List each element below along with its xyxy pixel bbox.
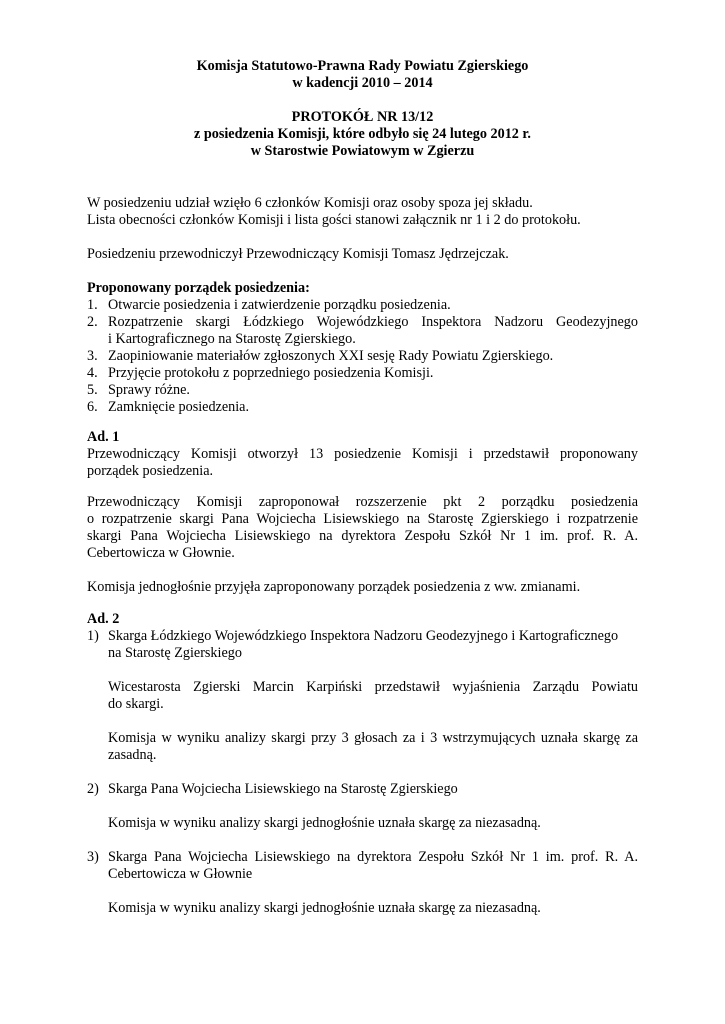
agenda-item-number: 5. xyxy=(87,382,98,398)
agenda-item-text-continued: i Kartograficznego na Starostę Zgierskiego. xyxy=(108,331,356,347)
ad1-paragraph-2-line4: Cebertowicza w Głownie. xyxy=(87,545,235,561)
agenda-item-text: Rozpatrzenie skargi Łódzkiego Wojewódzkiego Inspektora Nadzoru Geodezyjnego xyxy=(108,314,638,330)
complaint-title-continued: Cebertowicza w Głownie xyxy=(108,866,253,882)
complaint-title: Skarga Pana Wojciecha Lisiewskiego na dyrektora Zespołu Szkół Nr 1 im. prof. R. A. xyxy=(108,849,638,865)
complaint-explanation: Wicestarosta Zgierski Marcin Karpiński przedstawił wyjaśnienia Zarządu Powiatu xyxy=(108,679,638,695)
complaint-item-number: 3) xyxy=(87,849,99,865)
ad1-paragraph-2: Przewodniczący Komisji zaproponował rozszerzenie pkt 2 porządku posiedzenia xyxy=(87,494,638,510)
agenda-item-number: 2. xyxy=(87,314,98,330)
complaint-item-number: 2) xyxy=(87,781,99,797)
complaint-title-continued: na Starostę Zgierskiego xyxy=(108,645,242,661)
section-heading-ad2: Ad. 2 xyxy=(87,611,120,627)
ad1-paragraph-1: Przewodniczący Komisji otworzył 13 posiedzenie Komisji i przedstawił proponowany xyxy=(87,446,638,462)
complaint-decision: Komisja w wyniku analizy skargi jednogłośnie uznała skargę za niezasadną. xyxy=(108,900,541,916)
complaint-decision: Komisja w wyniku analizy skargi przy 3 głosach za i 3 wstrzymujących uznała skargę za xyxy=(108,730,638,746)
agenda-item-number: 4. xyxy=(87,365,98,381)
agenda-item-text: Sprawy różne. xyxy=(108,382,190,398)
ad1-paragraph-2-line3: skargi Pana Wojciecha Lisiewskiego na dyrektora Zespołu Szkół Nr 1 im. prof. R. A. xyxy=(87,528,638,544)
agenda-item-text: Przyjęcie protokołu z poprzedniego posiedzenia Komisji. xyxy=(108,365,434,381)
complaint-decision-continued: zasadną. xyxy=(108,747,157,763)
attendance-text: W posiedzeniu udział wzięło 6 członków Komisji oraz osoby spoza jej składu. xyxy=(87,195,533,211)
ad1-paragraph-2-line2: o rozpatrzenie skargi Pana Wojciecha Lisiewskiego na Starostę Zgierskiego i rozpatrzenie xyxy=(87,511,638,527)
section-heading-ad1: Ad. 1 xyxy=(87,429,120,445)
protocol-number: PROTOKÓŁ NR 13/12 xyxy=(291,109,434,125)
ad1-paragraph-3: Komisja jednogłośnie przyjęła zaproponowany porządek posiedzenia z ww. zmianami. xyxy=(87,579,581,595)
protocol-subtitle-line2: w Starostwie Powiatowym w Zgierzu xyxy=(250,143,475,159)
chairperson-text: Posiedzeniu przewodniczył Przewodniczący Komisji Tomasz Jędrzejczak. xyxy=(87,246,509,262)
agenda-item-text: Otwarcie posiedzenia i zatwierdzenie porządku posiedzenia. xyxy=(108,297,451,313)
document-title-line2: w kadencji 2010 – 2014 xyxy=(292,75,433,91)
agenda-item-text: Zaopiniowanie materiałów zgłoszonych XXI sesję Rady Powiatu Zgierskiego. xyxy=(108,348,554,364)
attendance-list-text: Lista obecności członków Komisji i lista gości stanowi załącznik nr 1 i 2 do protokołu. xyxy=(87,212,581,228)
agenda-heading: Proponowany porządek posiedzenia: xyxy=(87,280,310,296)
agenda-item-number: 6. xyxy=(87,399,98,415)
complaint-title: Skarga Łódzkiego Wojewódzkiego Inspektora Nadzoru Geodezyjnego i Kartograficznego xyxy=(108,628,619,644)
document-title-line1: Komisja Statutowo-Prawna Rady Powiatu Zgierskiego xyxy=(196,58,529,74)
complaint-title: Skarga Pana Wojciecha Lisiewskiego na Starostę Zgierskiego xyxy=(108,781,458,797)
complaint-explanation-continued: do skargi. xyxy=(108,696,164,712)
agenda-item-number: 3. xyxy=(87,348,98,364)
complaint-item-number: 1) xyxy=(87,628,99,644)
complaint-decision: Komisja w wyniku analizy skargi jednogłośnie uznała skargę za niezasadną. xyxy=(108,815,541,831)
agenda-item-number: 1. xyxy=(87,297,98,313)
agenda-item-text: Zamknięcie posiedzenia. xyxy=(108,399,250,415)
ad1-paragraph-1-continued: porządek posiedzenia. xyxy=(87,463,214,479)
protocol-subtitle-line1: z posiedzenia Komisji, które odbyło się 24 lutego 2012 r. xyxy=(194,126,531,142)
